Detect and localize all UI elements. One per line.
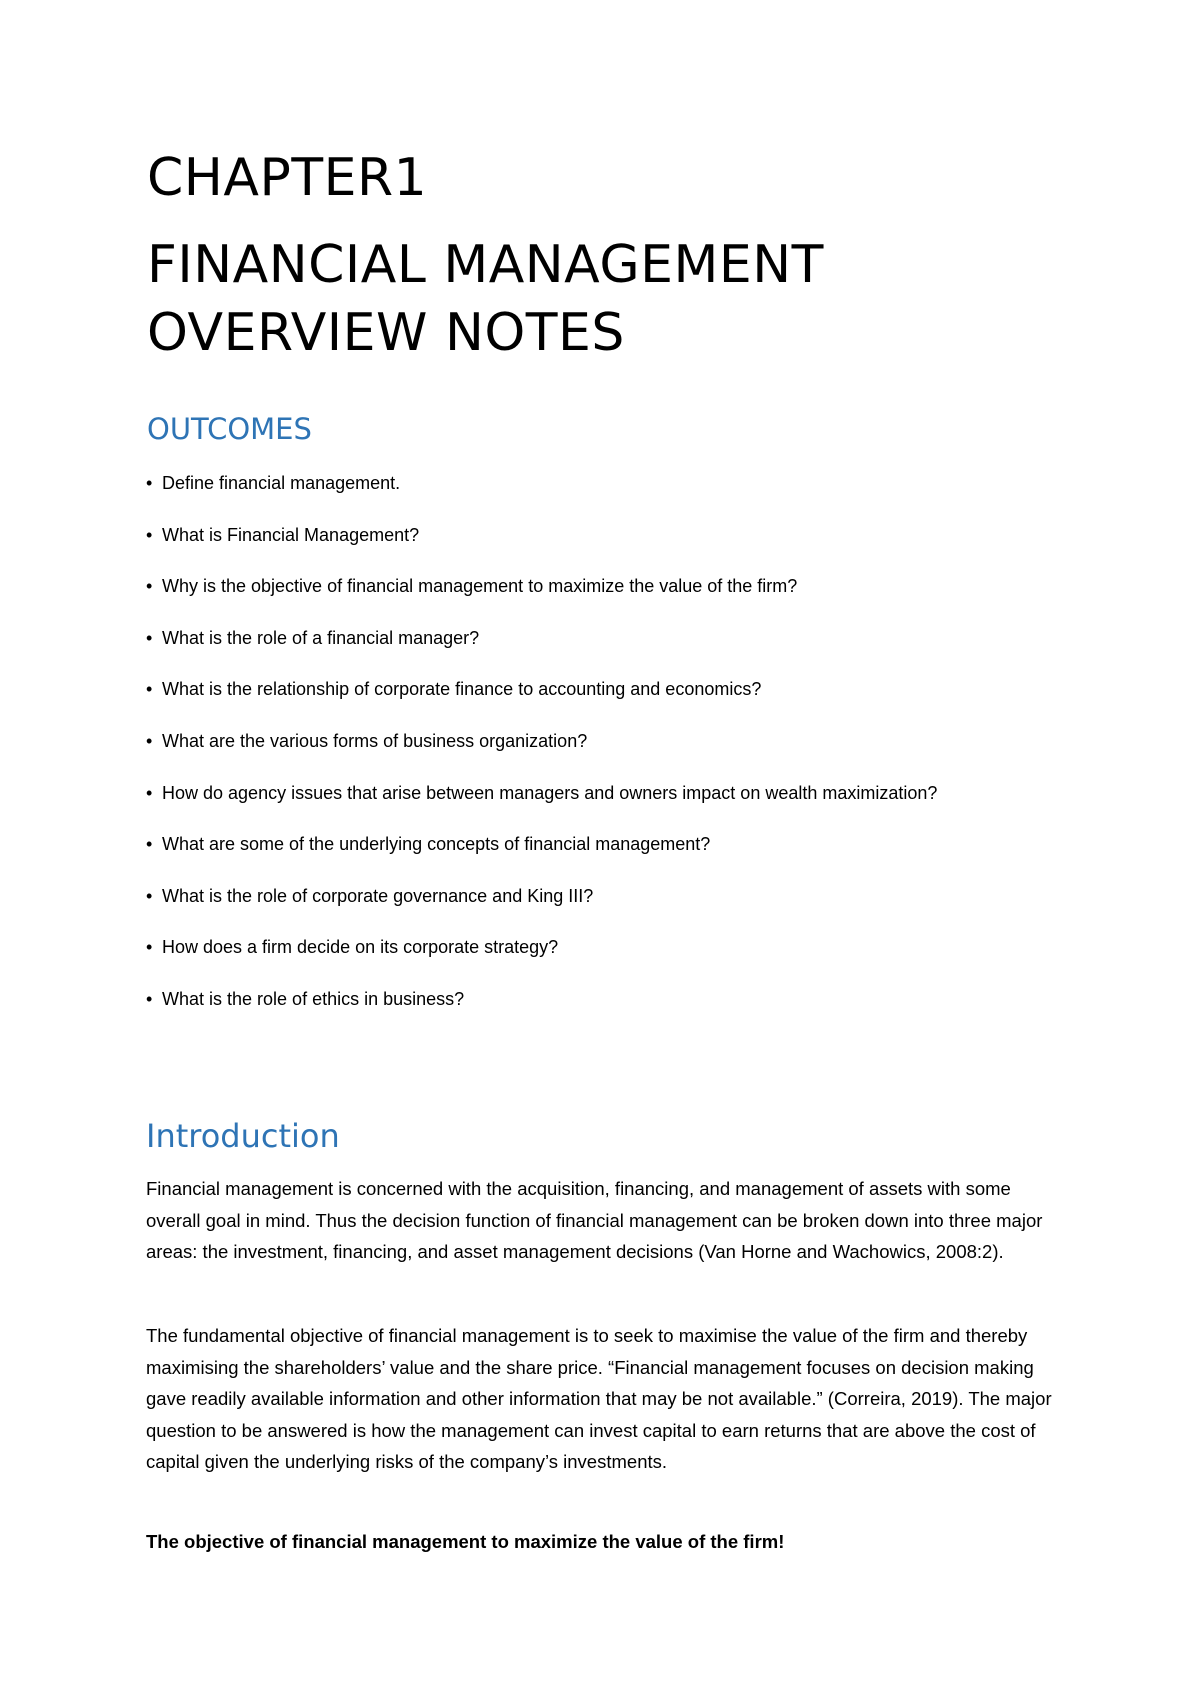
list-item — [146, 986, 937, 1038]
outcome-text: What are some of the underlying concepts of financial management? — [162, 834, 711, 855]
outcome-text: What is the role of corporate governance and King III? — [162, 885, 594, 906]
outcome-text: What is Financial Management? — [162, 524, 420, 545]
list-item — [146, 522, 937, 574]
outcomes-heading: OUTCOMES — [147, 412, 312, 446]
list-item — [146, 934, 937, 986]
outcome-text: Define financial management. — [162, 473, 401, 493]
bullet-icon: • — [146, 937, 153, 958]
objective-emphasis: The objective of financial management to maximize the value of the firm! — [146, 1531, 785, 1552]
introduction-paragraph-2: The fundamental objective of financial management is to seek to maximise the value of the firm and thereby maximising the shareholders’ value and the share price. “Financial management focuses on decision making gave readily available information and other information that may be not available.” (Correira, 2019). The major question to be answered is how the management can invest capital to earn returns that are above the cost of capital given the underlying risks of the company’s investments. — [146, 1325, 1052, 1472]
list-item — [146, 625, 937, 677]
bullet-icon: • — [146, 524, 153, 545]
list-item — [146, 883, 937, 935]
bullet-icon: • — [146, 730, 153, 751]
list-item — [146, 676, 937, 728]
list-item — [146, 780, 937, 832]
bullet-icon: • — [146, 473, 153, 493]
outcome-text: How does a firm decide on its corporate strategy? — [162, 937, 559, 958]
outcome-text: What is the role of ethics in business? — [162, 988, 465, 1009]
introduction-paragraph-1: Financial management is concerned with the acquisition, financing, and management of assets with some overall goal in mind. Thus the decision function of financial management can be broken down into three major areas: the investment, financing, and asset management decisions (Van Horne and Wachowics, 2008:2). — [146, 1178, 1043, 1262]
chapter-label: CHAPTER1 — [147, 148, 428, 208]
introduction-heading: Introduction — [146, 1117, 340, 1155]
outcome-text: How do agency issues that arise between managers and owners impact on wealth maximization? — [162, 782, 938, 803]
bullet-icon: • — [146, 988, 153, 1009]
document-title — [147, 231, 1047, 367]
title-line-1: FINANCIAL MANAGEMENT — [147, 235, 824, 295]
outcome-text: What is the relationship of corporate finance to accounting and economics? — [162, 679, 762, 700]
outcomes-list — [146, 470, 937, 1038]
outcome-text: Why is the objective of financial management to maximize the value of the firm? — [162, 576, 798, 597]
bullet-icon: • — [146, 885, 153, 906]
bullet-icon: • — [146, 627, 153, 648]
list-item — [146, 728, 937, 780]
list-item — [146, 573, 937, 625]
bullet-icon: • — [146, 834, 153, 855]
bullet-icon: • — [146, 576, 153, 597]
title-line-2: OVERVIEW NOTES — [147, 303, 625, 363]
list-item — [146, 831, 937, 883]
bullet-icon: • — [146, 782, 153, 803]
outcome-text: What are the various forms of business organization? — [162, 730, 588, 751]
bullet-icon: • — [146, 679, 153, 700]
outcome-text: What is the role of a financial manager? — [162, 627, 480, 648]
list-item — [146, 470, 937, 522]
